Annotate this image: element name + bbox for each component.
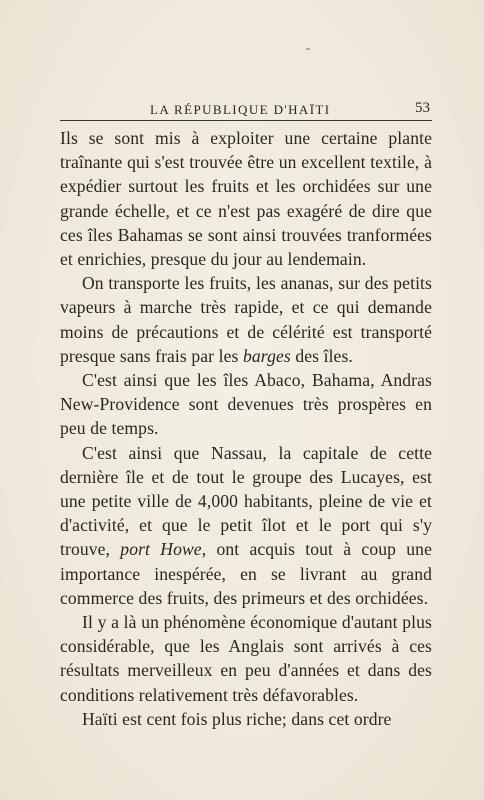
paragraph bbox=[60, 271, 432, 368]
paragraph bbox=[60, 610, 432, 707]
text-run: Ils se sont mis à exploiter une certaine plante traînante qui s'est trouvée être un excellent textile, à expédier surtout les fruits et les orchidées sur une grande échelle, et ce n'est pas exagéré de dire que ces îles Bahamas se sont ainsi trouvées tranformées et enrichies, presque du jour au lendemain. bbox=[60, 128, 432, 270]
print-mark bbox=[306, 48, 310, 50]
text-run: Il y a là un phénomène économique d'autant plus considérable, que les Anglais sont arrivés à ces résultats merveilleux en peu d'années et dans des conditions relativement très défavorables. bbox=[60, 612, 432, 705]
text-run: , ont acquis tout à coup une importance inespérée, en se livrant au grand commerce des fruits, des primeurs et des orchidées. bbox=[60, 539, 432, 608]
text-run: Haïti est cent fois plus riche; dans cet ordre bbox=[82, 708, 392, 729]
body-text bbox=[60, 126, 432, 731]
italic-text-run: port Howe bbox=[120, 539, 202, 560]
paragraph bbox=[60, 707, 432, 731]
text-run: des îles. bbox=[290, 345, 353, 366]
running-header bbox=[60, 98, 432, 121]
page-number: 53 bbox=[415, 100, 430, 116]
paragraph bbox=[60, 368, 432, 441]
italic-text-run: barges bbox=[242, 345, 291, 366]
running-title: LA RÉPUBLIQUE D'HAÏTI bbox=[150, 102, 331, 117]
text-run: C'est ainsi que les îles Abaco, Bahama, Andras New-Providence sont devenues très prospères en peu de temps. bbox=[60, 370, 432, 439]
text-run: On transporte les fruits, les ananas, sur des petits vapeurs à marche très rapide, et ce qui demande moins de précautions et de célérité est transporté presque sans frais par les bbox=[60, 273, 432, 366]
paragraph bbox=[60, 441, 432, 610]
paragraph bbox=[60, 126, 432, 271]
text-run: C'est ainsi que Nassau, la capitale de cette dernière île et de tout le groupe des Lucayes, est une petite ville de 4,000 habitants, pleine de vie et d'activité, et que le petit îlot et le port qui s'y trouve, bbox=[60, 442, 432, 560]
